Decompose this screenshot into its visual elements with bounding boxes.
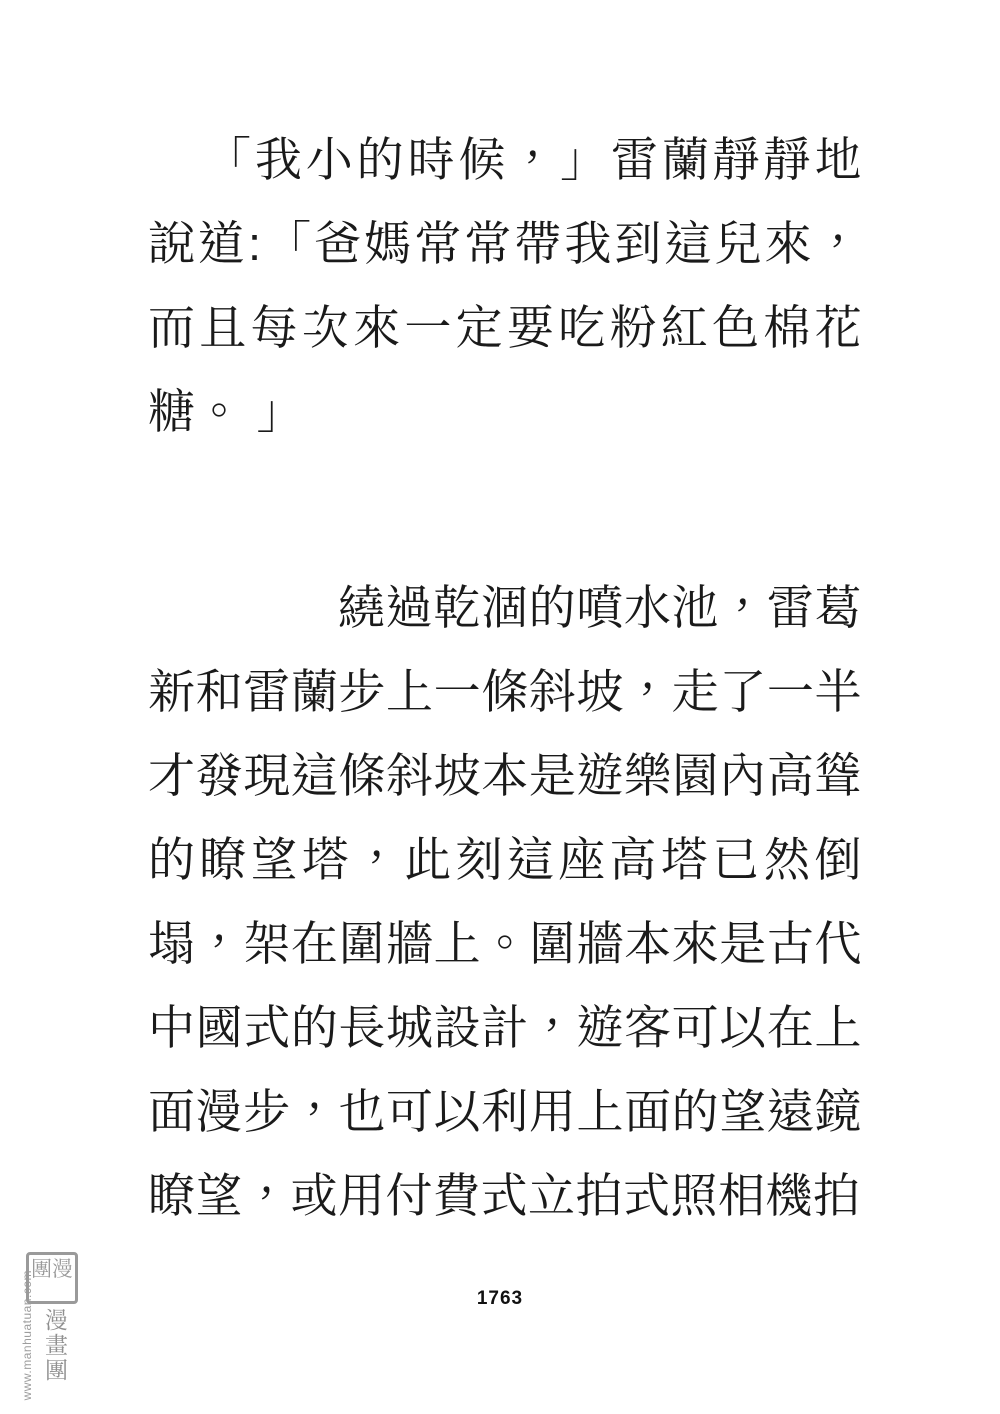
- watermark-seal-icon: 團漫: [26, 1252, 78, 1304]
- watermark: [18, 1250, 96, 1400]
- page-number: 1763: [476, 1288, 524, 1309]
- watermark-vertical-text: 漫畫團: [41, 1308, 67, 1383]
- watermark-url-text: www.manhuatuan.com: [20, 1270, 34, 1401]
- paragraph-1: 「我小的時候，」雷蘭靜靜地說道:「爸媽常常帶我到這兒來，而且每次來一定要吃粉紅色棉花糖。 」: [148, 133, 862, 438]
- paragraph-2: 繞過乾涸的噴水池，雷葛新和雷蘭步上一條斜坡，走了一半才發現這條斜坡本是遊樂園內高聳的瞭望塔，此刻這座高塔已然倒塌，架在圍牆上。圍牆本來是古代中國式的長城設計，遊客可以在上面漫步，也可以利用上面的望遠鏡瞭望，或用付費式立拍式照相機拍: [148, 581, 862, 1222]
- page-text-body: [148, 118, 862, 1238]
